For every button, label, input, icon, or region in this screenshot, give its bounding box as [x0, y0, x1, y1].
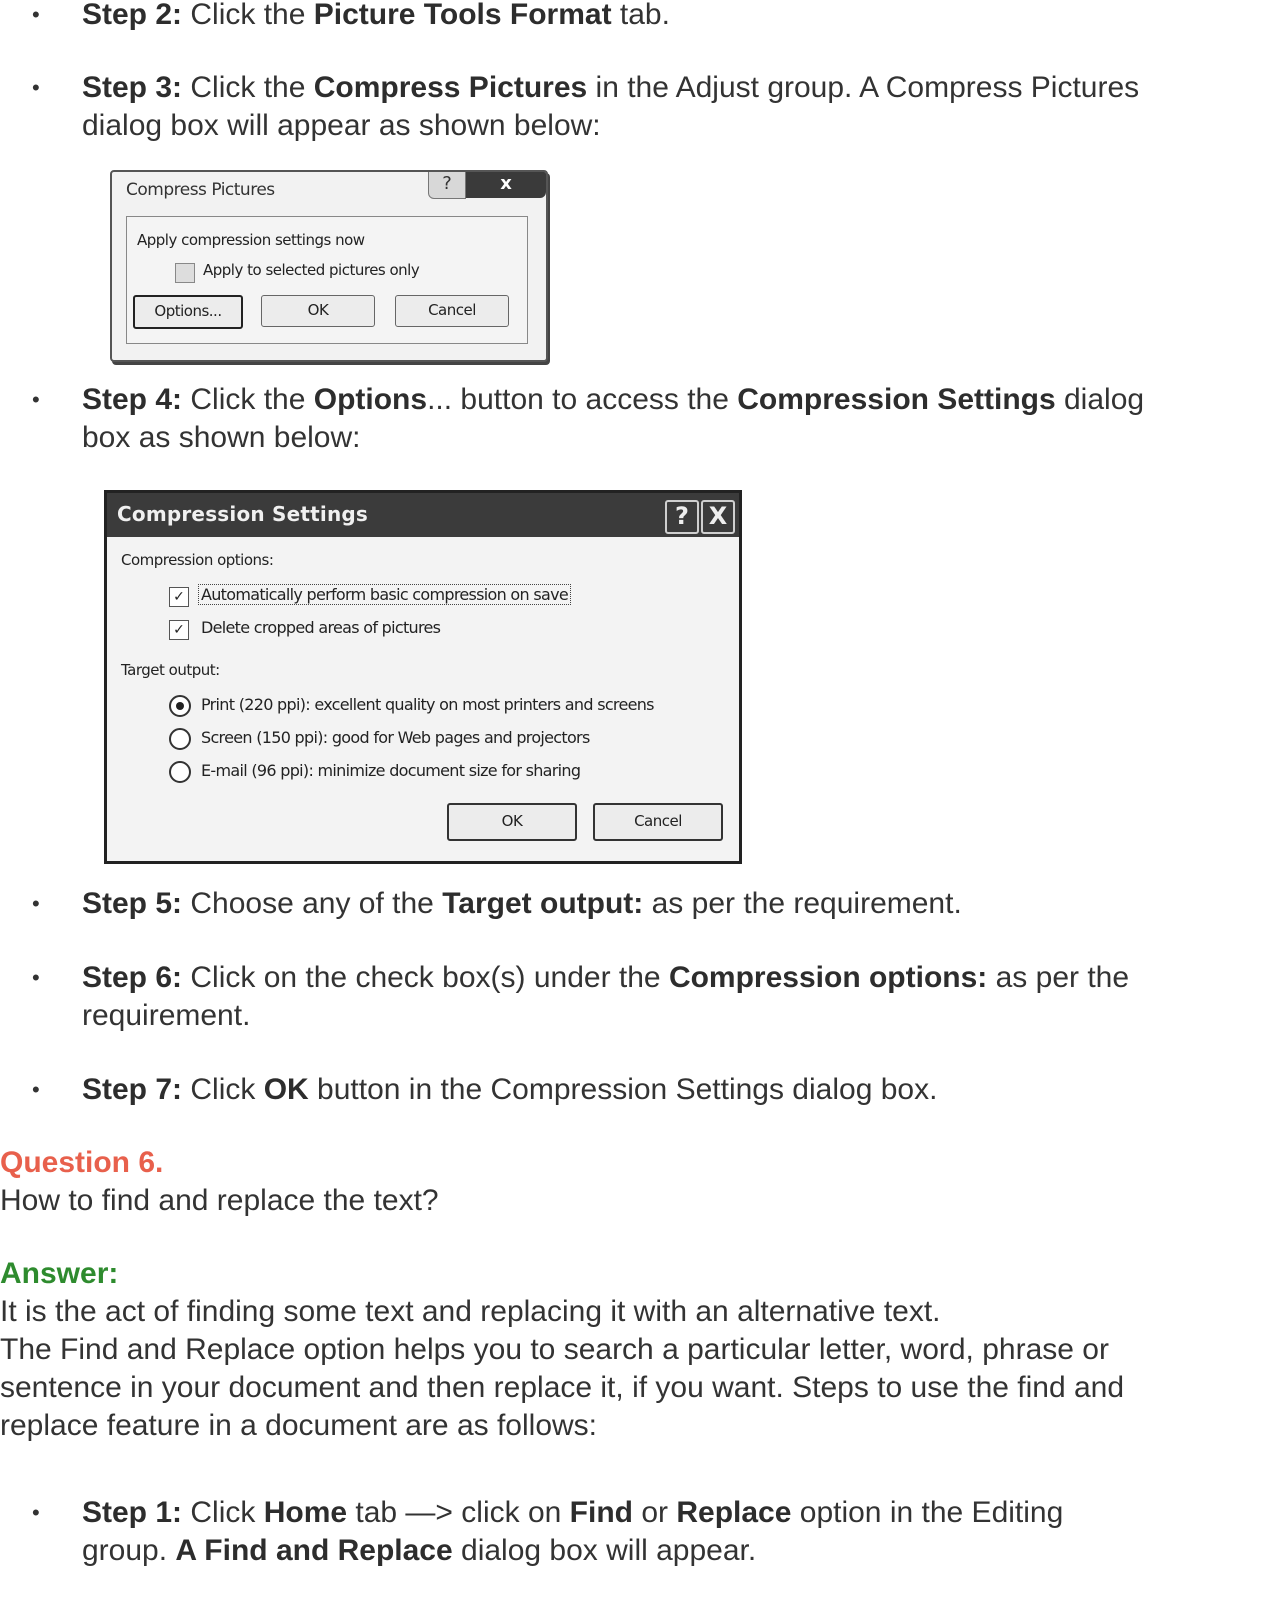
- radio-selected-dot: [176, 702, 184, 710]
- compression-settings-dialog: [104, 490, 742, 864]
- cancel-button[interactable]: Cancel: [593, 803, 723, 841]
- step-bold: Picture Tools Format: [313, 0, 612, 31]
- step-text: group.: [82, 1534, 176, 1567]
- step-label: Step 2:: [82, 0, 183, 31]
- step-bold: Compress Pictures: [313, 71, 588, 104]
- step-text: dialog: [1055, 383, 1145, 416]
- compress-pictures-dialog: [110, 170, 548, 362]
- step-text: in the Adjust group. A Compress Pictures: [587, 71, 1140, 104]
- answer-line: replace feature in a document are as follows:: [0, 1409, 597, 1442]
- answer-body: [0, 1293, 1266, 1445]
- section-label: Apply compression settings now: [137, 231, 365, 249]
- auto-compress-label[interactable]: Automatically perform basic compression on save: [201, 585, 568, 604]
- help-icon[interactable]: ?: [665, 500, 699, 534]
- step-bold: Target output:: [442, 887, 644, 920]
- step-label: Step 5:: [82, 887, 183, 920]
- step-label: Step 4:: [82, 383, 183, 416]
- step-text: ... button to access the: [427, 383, 738, 416]
- ok-button[interactable]: OK: [447, 803, 577, 841]
- bullet: •: [32, 965, 40, 990]
- screen-radio-label[interactable]: Screen (150 ppi): good for Web pages and projectors: [201, 728, 590, 747]
- apply-selected-label[interactable]: Apply to selected pictures only: [203, 261, 420, 279]
- target-output-label: Target output:: [121, 661, 220, 679]
- answer-line: sentence in your document and then replace it, if you want. Steps to use the find and: [0, 1371, 1125, 1404]
- step-text: Click: [182, 1496, 264, 1529]
- answer-line: The Find and Replace option helps you to search a particular letter, word, phrase or: [0, 1333, 1109, 1366]
- step-text: or: [632, 1496, 677, 1529]
- close-icon[interactable]: X: [701, 500, 735, 534]
- step-bold: OK: [263, 1073, 309, 1106]
- step-label: Step 3:: [82, 71, 183, 104]
- delete-cropped-label[interactable]: Delete cropped areas of pictures: [201, 618, 441, 637]
- step-text: Click on the check box(s) under the: [182, 961, 669, 994]
- step-text: button in the Compression Settings dialog box.: [308, 1073, 938, 1106]
- step-text: as per the: [987, 961, 1130, 994]
- bullet: •: [32, 75, 40, 100]
- step-label: Step 7:: [82, 1073, 183, 1106]
- bullet: •: [32, 387, 40, 412]
- step-text: requirement.: [82, 999, 251, 1032]
- bullet: •: [32, 1500, 40, 1525]
- step-text: Click the: [182, 71, 314, 104]
- print-radio[interactable]: [169, 695, 191, 717]
- help-icon[interactable]: ?: [428, 172, 466, 199]
- print-radio-label[interactable]: Print (220 ppi): excellent quality on most printers and screens: [201, 695, 654, 714]
- cancel-button[interactable]: Cancel: [395, 295, 509, 327]
- step-text: as per the requirement.: [643, 887, 962, 920]
- ok-button[interactable]: OK: [261, 295, 375, 327]
- step-text: Choose any of the: [182, 887, 443, 920]
- question-title: Question 6.: [0, 1146, 164, 1179]
- delete-cropped-checkbox[interactable]: ✓: [169, 620, 189, 640]
- question-text: How to find and replace the text?: [0, 1184, 439, 1217]
- options-button[interactable]: Options...: [133, 295, 243, 329]
- email-radio[interactable]: [169, 761, 191, 783]
- bullet: •: [32, 1077, 40, 1102]
- bullet: •: [32, 2, 40, 27]
- close-icon[interactable]: x: [466, 172, 546, 198]
- auto-compress-checkbox[interactable]: ✓: [169, 587, 189, 607]
- dialog-content: [126, 216, 528, 344]
- step-bold: Compression Settings: [737, 383, 1056, 416]
- bullet: •: [32, 891, 40, 916]
- step-text: tab —> click on: [347, 1496, 570, 1529]
- step-text: Click the: [182, 383, 314, 416]
- dialog-title: Compression Settings: [117, 502, 369, 526]
- email-radio-label[interactable]: E-mail (96 ppi): minimize document size for sharing: [201, 761, 581, 780]
- step-text: tab.: [611, 0, 670, 31]
- step-text: dialog box will appear.: [452, 1534, 757, 1567]
- step-text: Click: [182, 1073, 264, 1106]
- step-bold: Options: [313, 383, 428, 416]
- dialog-title: Compress Pictures: [126, 180, 275, 200]
- compression-options-label: Compression options:: [121, 551, 274, 569]
- step-bold: Compression options:: [668, 961, 988, 994]
- step-text: dialog box will appear as shown below:: [82, 109, 601, 142]
- step-label: Step 6:: [82, 961, 183, 994]
- step-label: Step 1:: [82, 1496, 183, 1529]
- step-bold: Find: [569, 1496, 633, 1529]
- answer-title: Answer:: [0, 1257, 119, 1290]
- step-bold: Replace: [676, 1496, 792, 1529]
- screen-radio[interactable]: [169, 728, 191, 750]
- apply-selected-checkbox[interactable]: [175, 263, 195, 283]
- step-text: option in the Editing: [791, 1496, 1064, 1529]
- answer-line: It is the act of finding some text and replacing it with an alternative text.: [0, 1295, 941, 1328]
- step-bold: A Find and Replace: [175, 1534, 453, 1567]
- step-bold: Home: [263, 1496, 348, 1529]
- step-text: Click the: [182, 0, 314, 31]
- step-text: box as shown below:: [82, 421, 361, 454]
- title-bar: [107, 493, 739, 537]
